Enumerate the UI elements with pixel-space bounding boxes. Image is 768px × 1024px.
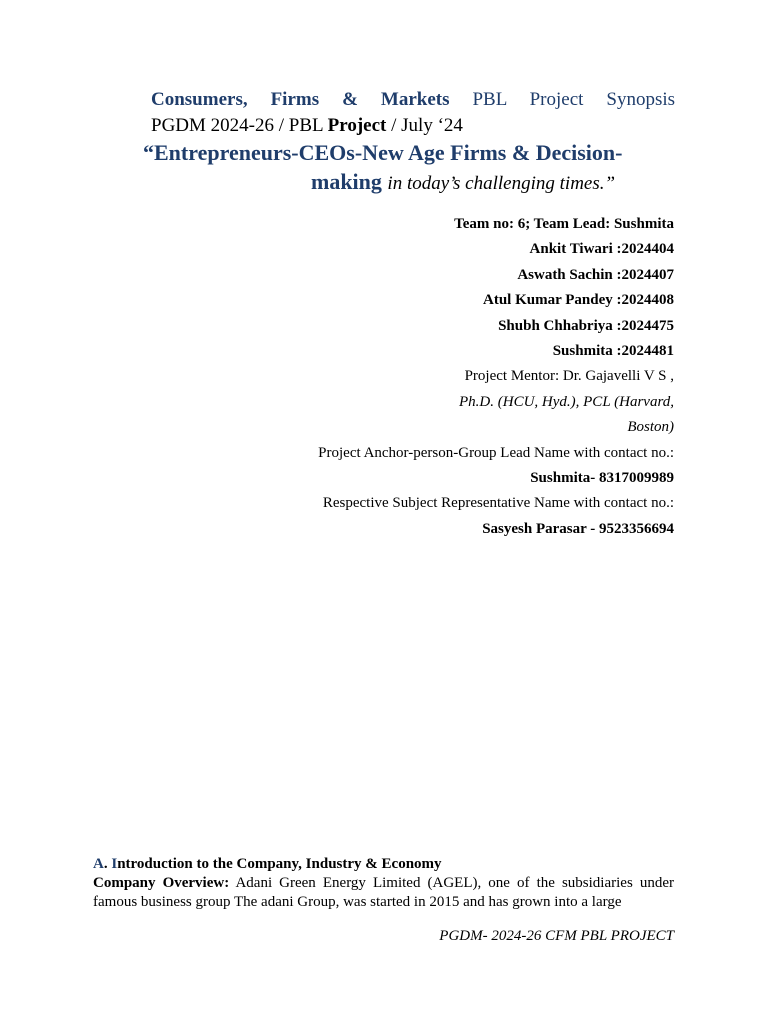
section-dot: . [103, 856, 108, 872]
team-member: Shubh Chhabriya :2024475 [498, 317, 674, 334]
company-overview [93, 874, 674, 912]
overview-label: Company Overview: [93, 875, 230, 891]
date-suffix: / July ‘24 [391, 115, 463, 136]
team-line: Team no: 6; Team Lead: Sushmita [454, 216, 674, 232]
team-member: Atul Kumar Pandey :2024408 [483, 292, 674, 309]
team-member: Aswath Sachin :2024407 [517, 266, 674, 283]
title-tail: in today’s challenging times.” [387, 173, 616, 194]
anchor-label: Project Anchor-person-Group Lead Name with contact no.: [318, 444, 674, 461]
title-making: making [311, 169, 382, 194]
mentor-line: Project Mentor: Dr. Gajavelli V S , [464, 368, 674, 385]
team-info [194, 212, 674, 542]
title-line-2 [311, 168, 615, 198]
mentor-credentials: Ph.D. (HCU, Hyd.), PCL (Harvard, [459, 393, 674, 410]
section-a-heading [93, 855, 674, 874]
team-member: Sushmita :2024481 [552, 342, 674, 359]
mentor-credentials-cont: Boston) [627, 419, 674, 436]
page-footer: PGDM- 2024-26 CFM PBL PROJECT [439, 928, 674, 944]
heading-rest: ntroduction to the Company, Industry & Economy [117, 856, 442, 872]
synopsis-label: PBL Project Synopsis [472, 89, 676, 110]
anchor-value: Sushmita- 8317009989 [530, 469, 674, 486]
team-member: Ankit Tiwari :2024404 [529, 241, 674, 258]
section-letter: A [93, 856, 104, 872]
overview-text: Adani Green Energy Limited (AGEL), one of the subsidiaries under famous business group The adani Group, was started in 2015 and has grown into a large [93, 875, 674, 910]
title-line-1: “Entrepreneurs-CEOs-New Age Firms & Decision- [143, 140, 623, 165]
course-name: Consumers, Firms & Markets [151, 89, 450, 110]
course-header [151, 88, 675, 112]
rep-value: Sasyesh Parasar - 9523356694 [482, 520, 674, 537]
project-word: Project [327, 115, 387, 136]
rep-label: Respective Subject Representative Name with contact no.: [322, 495, 674, 512]
section-a [93, 855, 674, 912]
heading-initial: I [111, 856, 118, 872]
program-line [151, 114, 463, 138]
program-prefix: PGDM 2024-26 / PBL [151, 115, 323, 136]
